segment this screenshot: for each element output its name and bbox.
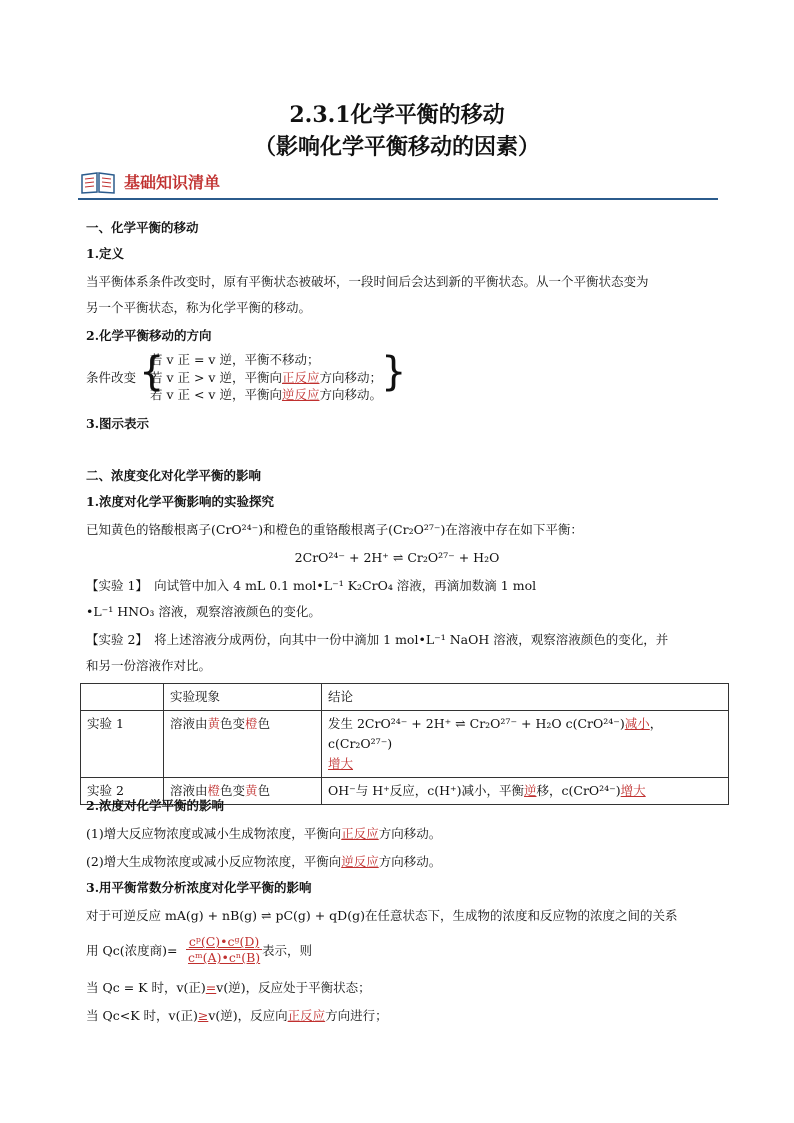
experiment-heading: 1.浓度对化学平衡影响的实验探究 (86, 494, 275, 509)
constant-heading: 3.用平衡常数分析浓度对化学平衡的影响 (86, 880, 312, 895)
table-header-cell: 实验现象 (164, 684, 322, 711)
banner-divider (78, 198, 718, 200)
table-cell-name: 实验 2 (81, 778, 164, 805)
section1-heading: 一、化学平衡的移动 (86, 220, 199, 235)
table-header-cell: 结论 (322, 684, 729, 711)
effect-line-2: (2)增大生成物浓度或减小反应物浓度，平衡向逆反应方向移动。 (86, 854, 442, 869)
direction-heading: 2.化学平衡移动的方向 (86, 328, 212, 343)
constant-line-2-prefix: 用 Qc(浓度商)= (86, 943, 178, 958)
concentration-quotient-fraction (186, 934, 262, 965)
fraction-denominator: cᵐ(A)•cⁿ(B) (188, 950, 261, 965)
table-cell-conclusion: 发生 2CrO²⁴⁻ + 2H⁺ ⇌ Cr₂O²⁷⁻ + H₂O c(CrO²⁴⁻)减小，c(Cr₂O²⁷⁻) 增大 (322, 711, 729, 778)
definition-line-2: 另一个平衡状态，称为化学平衡的移动。 (86, 300, 312, 315)
table-cell-conclusion: OH⁻与 H⁺反应，c(H⁺)减小，平衡逆移，c(CrO²⁴⁻)增大 (322, 778, 729, 805)
book-icon (80, 171, 116, 195)
section-banner-label: 基础知识清单 (124, 173, 221, 192)
qc-equal-k-line: 当 Qc = K 时，v(正)=v(逆)，反应处于平衡状态； (86, 980, 371, 995)
intro-line: 已知黄色的铬酸根离子(CrO²⁴⁻)和橙色的重铬酸根离子(Cr₂O²⁷⁻)在溶液中存在如下平衡： (86, 522, 583, 537)
table-row (81, 711, 729, 778)
figure-heading: 3.图示表示 (86, 416, 150, 431)
condition-1: 若 v 正 = v 逆，平衡不移动； (150, 352, 320, 367)
experiment1-line-2: •L⁻¹ HNO₃ 溶液，观察溶液颜色的变化。 (86, 604, 321, 619)
definition-line-1: 当平衡体系条件改变时，原有平衡状态被破坏，一段时间后会达到新的平衡状态。从一个平衡状态变为 (86, 274, 649, 289)
experiment-table (80, 683, 729, 805)
page-title: 2.3.1化学平衡的移动 (289, 102, 505, 128)
page-subtitle: （影响化学平衡移动的因素） (253, 134, 540, 160)
constant-line-1: 对于可逆反应 mA(g) + nB(g) ⇌ pC(g) + qD(g)在任意状态下，生成物的浓度和反应物的浓度之间的关系 (86, 908, 678, 923)
right-brace: } (381, 349, 407, 395)
effect-heading: 2.浓度对化学平衡的影响 (86, 798, 225, 813)
experiment1-line-1: 【实验 1】 向试管中加入 4 mL 0.1 mol•L⁻¹ K₂CrO₄ 溶液，再滴加数滴 1 mol (86, 578, 537, 593)
table-header-row (81, 684, 729, 711)
qc-less-k-line: 当 Qc<K 时，v(正)≥v(逆)，反应向正反应方向进行； (86, 1008, 388, 1023)
condition-3: 若 v 正 < v 逆，平衡向逆反应方向移动。 (150, 387, 382, 402)
condition-2: 若 v 正 > v 逆，平衡向正反应方向移动； (150, 370, 382, 385)
table-cell-observation: 溶液由橙色变黄色 (164, 778, 322, 805)
effect-line-1: (1)增大反应物浓度或减小生成物浓度，平衡向正反应方向移动。 (86, 826, 442, 841)
constant-line-2-suffix: 表示，则 (262, 943, 313, 958)
condition-label: 条件改变 (86, 370, 137, 385)
table-cell-observation: 溶液由黄色变橙色 (164, 711, 322, 778)
left-brace: { (139, 349, 165, 395)
table-cell-name: 实验 1 (81, 711, 164, 778)
definition-heading: 1.定义 (86, 246, 125, 261)
fraction-numerator: cᵖ(C)•cᵍ(D) (186, 934, 262, 950)
experiment2-line-1: 【实验 2】 将上述溶液分成两份，向其中一份中滴加 1 mol•L⁻¹ NaOH 溶液，观察溶液颜色的变化，并 (86, 632, 669, 647)
table-header-cell (81, 684, 164, 711)
equilibrium-equation: 2CrO²⁴⁻ + 2H⁺ ⇌ Cr₂O²⁷⁻ + H₂O (294, 550, 500, 565)
section2-heading: 二、浓度变化对化学平衡的影响 (86, 468, 262, 483)
experiment2-line-2: 和另一份溶液作对比。 (86, 658, 212, 673)
